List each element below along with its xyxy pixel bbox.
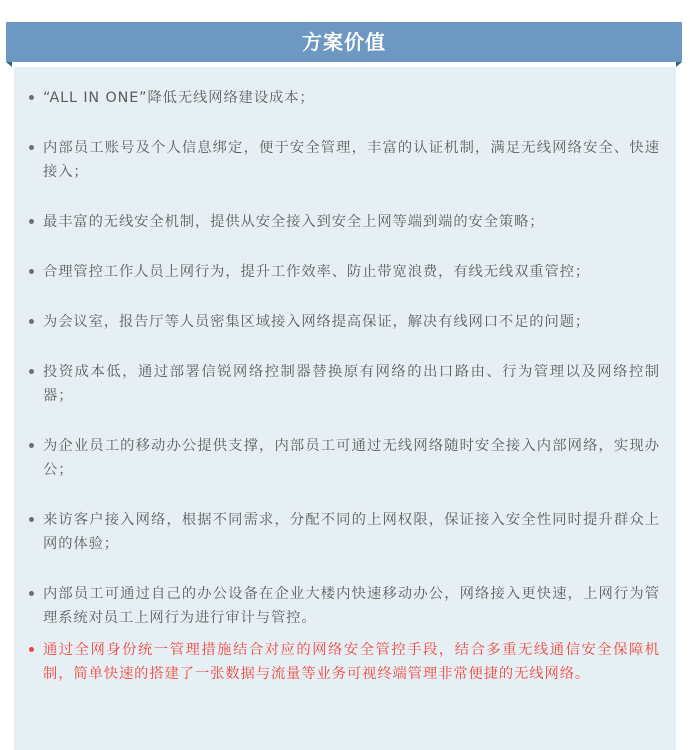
list-item (43, 210, 660, 234)
list-item (43, 260, 660, 284)
bullet-icon (29, 219, 34, 224)
list-item-text: 为企业员工的移动办公提供支撑，内部员工可通过无线网络随时安全接入内部网络，实现办公； (43, 438, 660, 478)
list-item (43, 136, 660, 184)
bullet-icon (29, 269, 34, 274)
highlighted-list-item (43, 638, 660, 686)
list-item-text: “ALL IN ONE”降低无线网络建设成本； (43, 90, 315, 106)
list-item-text: 来访客户接入网络，根据不同需求，分配不同的上网权限，保证接入安全性同时提升群众上网的体验； (43, 512, 660, 552)
ribbon-fold-left (6, 62, 12, 67)
list-item-text: 最丰富的无线安全机制，提供从安全接入到安全上网等端到端的安全策略； (43, 214, 545, 230)
list-item-text: 投资成本低，通过部署信锐网络控制器替换原有网络的出口路由、行为管理以及网络控制器； (43, 364, 660, 404)
bullet-icon (29, 647, 34, 652)
bullet-icon (29, 517, 34, 522)
value-list (14, 67, 676, 686)
list-item-text: 内部员工可通过自己的办公设备在企业大楼内快速移动办公，网络接入更快速，上网行为管理系统对员工上网行为进行审计与管控。 (43, 586, 660, 626)
section-title: 方案价值 (6, 22, 682, 62)
bullet-icon (29, 319, 34, 324)
list-item (43, 360, 660, 408)
list-item-text: 合理管控工作人员上网行为，提升工作效率、防止带宽浪费，有线无线双重管控； (43, 264, 591, 280)
list-item (43, 508, 660, 556)
bullet-icon (29, 145, 34, 150)
list-item-text: 为会议室，报告厅等人员密集区域接入网络提高保证，解决有线网口不足的问题； (43, 314, 591, 330)
section-header (6, 22, 682, 66)
list-item (43, 582, 660, 630)
content-panel (14, 67, 676, 750)
ribbon-fold-right (676, 62, 682, 67)
list-item (43, 310, 660, 334)
list-item-text: 通过全网身份统一管理措施结合对应的网络安全管控手段，结合多重无线通信安全保障机制，简单快速的搭建了一张数据与流量等业务可视终端管理非常便捷的无线网络。 (43, 642, 660, 682)
bullet-icon (29, 95, 34, 100)
bullet-icon (29, 369, 34, 374)
list-item (43, 434, 660, 482)
list-item-text: 内部员工账号及个人信息绑定，便于安全管理，丰富的认证机制，满足无线网络安全、快速接入； (43, 140, 660, 180)
bullet-icon (29, 591, 34, 596)
list-item (43, 86, 660, 110)
bullet-icon (29, 443, 34, 448)
